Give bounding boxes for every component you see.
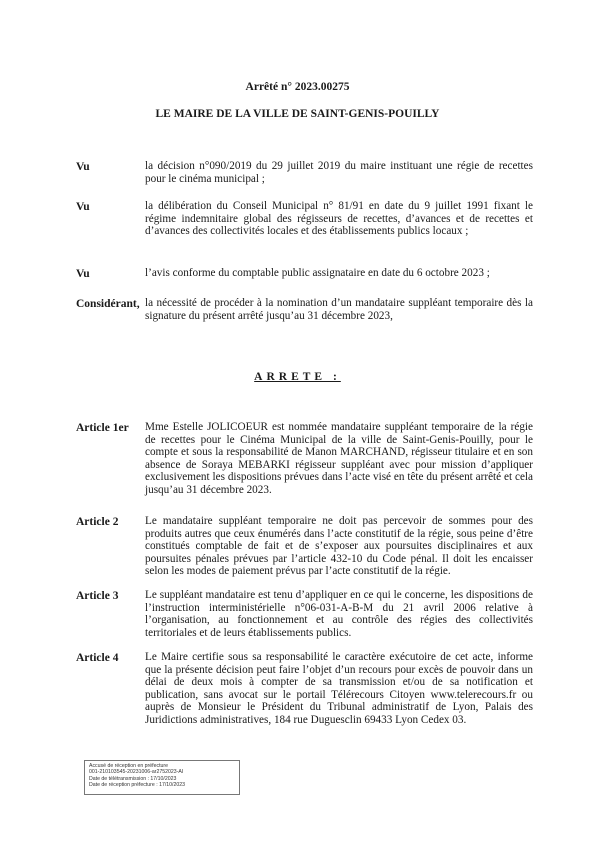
article-text: Le mandataire suppléant temporaire ne doit pas percevoir de sommes pour des produits autres que ceux énumérés dans l’acte constitutif de la régie, sous peine d’être constitués comptable de fait et de s’exposer aux poursuites disciplinaires et aux poursuites pénales prévues par l’article 432-10 du Code pénal. Il doit les encaisser selon les modes de paiement prévus par l’acte constitutif de la régie.: [145, 515, 533, 578]
stamp-line: 001-210103545-20231006-ar2752023-AI: [89, 769, 184, 776]
article-label: Article 2: [76, 516, 119, 528]
stamp-line: Date de réception préfecture : 17/10/2023: [89, 781, 186, 788]
vu-text: l’avis conforme du comptable public assignataire en date du 6 octobre 2023 ;: [145, 267, 490, 279]
issuer-title: LE MAIRE DE LA VILLE DE SAINT-GENIS-POUILLY: [155, 108, 440, 120]
considerant-text: la nécessité de procéder à la nomination d’un mandataire suppléant temporaire dès la signature du présent arrêté jusqu’au 31 décembre 2023,: [145, 297, 533, 322]
article-label: Article 3: [76, 590, 119, 602]
article-text: Le suppléant mandataire est tenu d’appliquer en ce qui le concerne, les dispositions de l’instruction interministérielle n°06-031-A-B-M du 21 avril 2006 relative à l’organisation, au fonctionnement et au contrôle des régies des collectivités territoriales et de leurs établissements publics.: [145, 589, 533, 639]
vu-label: Vu: [76, 268, 90, 280]
stamp-line: Date de télétransmission : 17/10/2023: [89, 775, 177, 782]
article-text: Le Maire certifie sous sa responsabilité le caractère exécutoire de cet acte, informe que la présente décision peut faire l’objet d’un recours pour excès de pouvoir dans un délai de deux mois à compter de sa transmission et/ou de sa notification et publication, sans avocat sur le portail Télérecours Citoyen www.telerecours.fr ou auprès de Monsieur le Président du Tribunal administratif de Lyon, Palais des Juridictions administratives, 184 rue Duguesclin 69433 Lyon Cedex 03.: [145, 651, 533, 726]
considerant-label: Considérant,: [76, 298, 140, 310]
arrete-heading: ARRETE :: [254, 371, 341, 383]
article-label: Article 4: [76, 652, 119, 664]
article-text: Mme Estelle JOLICOEUR est nommée mandataire suppléant temporaire de la régie de recettes pour le Cinéma Municipal de la ville de Saint-Genis-Pouilly, pour le compte et sous la responsabilité de Manon MARCHAND, régisseur titulaire et en son absence de Soraya MEBARKI régisseur suppléant avec pour mission d’appliquer exclusivement les dispositions prévues dans l’acte visé en tête du présent arrêté et cela jusqu’au 31 décembre 2023.: [145, 421, 533, 496]
vu-text: la décision n°090/2019 du 29 juillet 2019 du maire instituant une régie de recettes pour le cinéma municipal ;: [145, 160, 533, 185]
article-label: Article 1er: [76, 422, 129, 434]
stamp-line: Accusé de réception en préfecture: [89, 763, 169, 769]
vu-text: la délibération du Conseil Municipal n° 81/91 en date du 9 juillet 1991 fixant le régime indemnitaire global des régisseurs de recettes, d’avances et de recettes et d’avances des collectivités locales et des établissements publics locaux ;: [145, 200, 533, 238]
vu-label: Vu: [76, 201, 90, 213]
arrete-number: Arrêté n° 2023.00275: [245, 81, 350, 93]
prefecture-receipt-stamp: [84, 760, 240, 795]
vu-label: Vu: [76, 161, 90, 173]
